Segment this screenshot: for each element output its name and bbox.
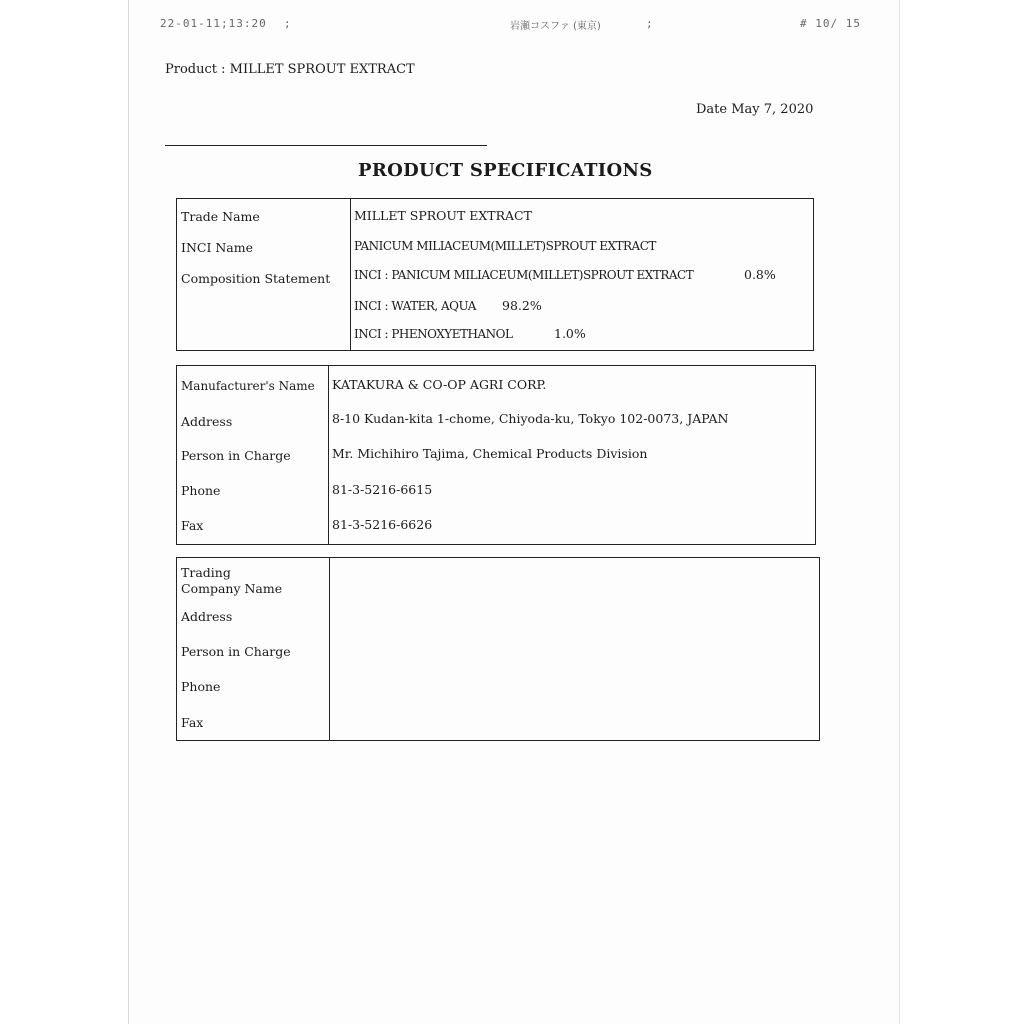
inci-name-value: PANICUM MILIACEUM(MILLET)SPROUT EXTRACT bbox=[354, 239, 656, 253]
product-label: Product : bbox=[165, 62, 226, 77]
page-title: PRODUCT SPECIFICATIONS bbox=[358, 160, 653, 181]
trade-name-label: Trade Name bbox=[181, 209, 260, 224]
manufacturer-fax-value: 81-3-5216-6626 bbox=[332, 517, 433, 532]
trading-person-label: Person in Charge bbox=[181, 644, 291, 659]
column-divider bbox=[329, 558, 330, 740]
manufacturer-phone-value: 81-3-5216-6615 bbox=[332, 482, 433, 497]
composition-percent: 1.0% bbox=[554, 326, 586, 341]
manufacturer-phone-label: Phone bbox=[181, 483, 221, 498]
spec-table bbox=[176, 198, 814, 351]
composition-label: Composition Statement bbox=[181, 271, 331, 286]
fax-separator: ; bbox=[284, 17, 292, 30]
composition-item: INCI : WATER, AQUA bbox=[354, 299, 476, 313]
manufacturer-name-label: Manufacturer's Name bbox=[181, 379, 315, 393]
product-line bbox=[165, 62, 415, 77]
inci-name-label: INCI Name bbox=[181, 240, 253, 255]
manufacturer-person-label: Person in Charge bbox=[181, 448, 291, 463]
trading-company-table bbox=[176, 557, 820, 741]
signature-rule bbox=[165, 145, 487, 146]
trading-address-label: Address bbox=[181, 609, 233, 624]
manufacturer-address-label: Address bbox=[181, 414, 233, 429]
manufacturer-fax-label: Fax bbox=[181, 518, 204, 533]
composition-item: INCI : PANICUM MILIACEUM(MILLET)SPROUT EXTRACT bbox=[354, 268, 694, 282]
composition-percent: 0.8% bbox=[744, 267, 776, 282]
fax-separator: ; bbox=[646, 17, 654, 30]
composition-percent: 98.2% bbox=[502, 298, 542, 313]
manufacturer-person-value: Mr. Michihiro Tajima, Chemical Products Division bbox=[332, 446, 648, 461]
fax-sender: 岩瀬コスファ (東京) bbox=[510, 21, 601, 32]
column-divider bbox=[350, 199, 351, 350]
composition-item: INCI : PHENOXYETHANOL bbox=[354, 327, 513, 341]
product-name: MILLET SPROUT EXTRACT bbox=[229, 62, 415, 77]
fax-timestamp: 22-01-11;13:20 bbox=[160, 17, 267, 30]
trade-name-value: MILLET SPROUT EXTRACT bbox=[354, 208, 532, 223]
manufacturer-address-value: 8-10 Kudan-kita 1-chome, Chiyoda-ku, Tokyo 102-0073, JAPAN bbox=[332, 411, 729, 426]
trading-company-label-line2: Company Name bbox=[181, 581, 283, 596]
fax-header bbox=[160, 17, 870, 37]
document-date: Date May 7, 2020 bbox=[696, 102, 814, 117]
trading-phone-label: Phone bbox=[181, 679, 221, 694]
trading-fax-label: Fax bbox=[181, 715, 204, 730]
trading-company-label-line1: Trading bbox=[181, 565, 231, 580]
fax-page-number: # 10/ 15 bbox=[800, 17, 861, 30]
manufacturer-table bbox=[176, 365, 816, 545]
column-divider bbox=[328, 366, 329, 544]
manufacturer-name-value: KATAKURA & CO-OP AGRI CORP. bbox=[332, 377, 547, 392]
